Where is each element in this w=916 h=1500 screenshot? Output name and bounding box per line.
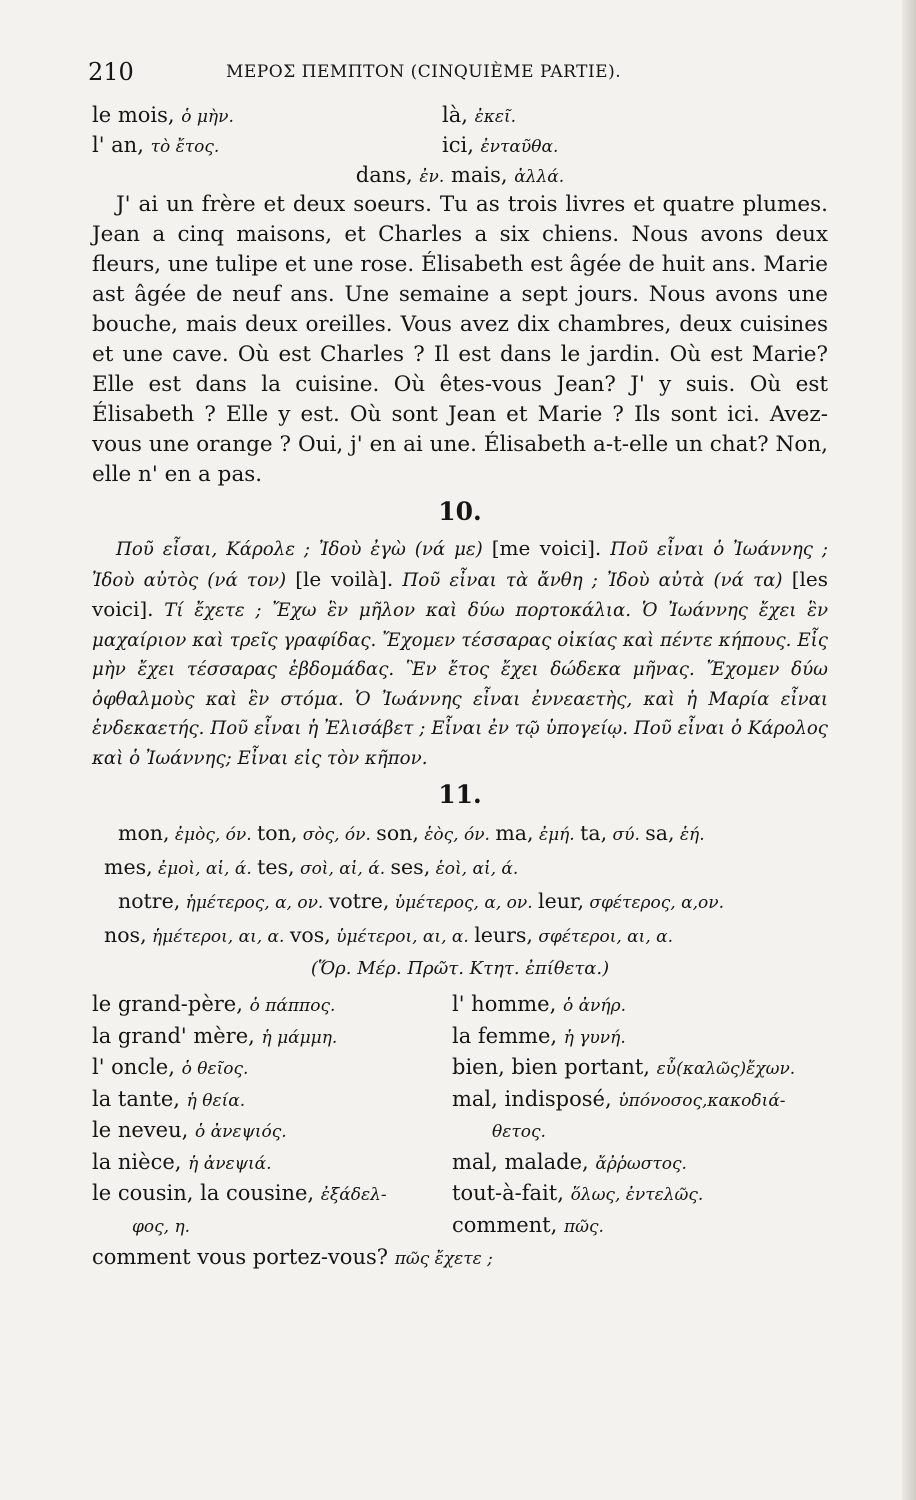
vocab-gr: ἐξάδελ- [320, 1185, 387, 1205]
pronoun-fr: tes, [257, 855, 295, 879]
vocab-row [92, 1210, 452, 1242]
page-header [88, 58, 856, 88]
vocab-fr: la nièce, [92, 1149, 189, 1174]
vocab-gr: ἐν. [419, 167, 445, 187]
pronoun-fr: sa, [645, 821, 675, 845]
vocab-gr: ὑπόνοσος,κακοδιά- [618, 1090, 786, 1111]
pronoun-gr: ὑμέτερος, α, ον. [389, 893, 539, 913]
french-gloss: [les voici]. [92, 566, 829, 621]
vocab-fr: le neveu, [92, 1118, 195, 1142]
vocab-fr: l' an, [92, 133, 151, 157]
vocab-fr: mal, malade, [452, 1149, 596, 1174]
french-gloss: [me voici]. [491, 536, 602, 560]
vocab-gr: ὁ ἀνεψιός. [194, 1122, 287, 1142]
vocab-right-column [452, 989, 795, 1241]
vocab-fr: l' homme, [452, 992, 563, 1016]
exercise-10-paragraph [92, 534, 828, 773]
vocab-gr: ὁ μὴν. [181, 107, 234, 127]
vocab-left-entry [92, 130, 442, 160]
pronoun-row [92, 919, 828, 953]
pronoun-gr: ἐμοὶ, αἱ, ά. [152, 859, 258, 879]
pronoun-table [92, 817, 828, 953]
vocab-row [92, 989, 452, 1021]
vocab-row [452, 1178, 795, 1210]
pronoun-fr: vos, [289, 923, 331, 947]
vocab-row [452, 989, 795, 1021]
vocab-gr: ὅλως, ἐντελῶς. [570, 1185, 704, 1205]
vocab-fr: comment, [452, 1212, 564, 1237]
vocab-fr: bien, bien portant, [452, 1055, 657, 1079]
vocab-pair-row [92, 100, 828, 130]
vocab-gr: τὸ ἔτος. [150, 137, 220, 157]
pronoun-fr: ses, [390, 855, 431, 879]
vocab-gr: ἡ ἀνεψιά. [188, 1153, 272, 1174]
grammar-note: (Ὅρ. Μέρ. Πρῶτ. Κτητ. ἐπίθετα.) [310, 958, 610, 979]
greek-text: Τί ἔχετε ; Ἔχω ἓν μῆλον καὶ δύω πορτοκάλια. Ὁ Ἰωάννης ἔχει ἓν μαχαίριον καὶ τρεῖς γραφίδας. Ἔχομεν τέσσαρας οἰκίας καὶ πέντε κήπους. Εἷς μὴν ἔχει τέσσαρας ἑβδομάδας. Ἓν ἔτος ἔχει δώδεκα μῆνας. Ἔχομεν δύω ὀφθαλμοὺς καὶ ἓν στόμα. Ὁ Ἰωάννης εἶναι ἐννεαετὴς, καὶ ἡ Μαρία εἶναι ἑνδεκαετής. Ποῦ εἶναι ἡ Ἐλισάβετ ; Εἶναι ἐν τῷ ὑπογείῳ. Ποῦ εἶναι ὁ Κάρολος καὶ ὁ Ἰωάννης; Εἶναι εἰς τὸν κῆπον. [92, 600, 828, 769]
pronoun-fr: ton, [257, 821, 298, 845]
pronoun-gr: ὑμέτεροι, αι, α. [330, 927, 475, 947]
vocab-row [92, 1178, 452, 1210]
vocab-fr: la tante, [92, 1086, 187, 1111]
pronoun-gr: ἑὸς, όν. [418, 825, 496, 845]
vocab-fr: tout-à-fait, [452, 1181, 571, 1205]
pronoun-fr: mes, [104, 855, 153, 879]
vocab-row [452, 1021, 795, 1053]
vocab-row [92, 1084, 452, 1116]
vocab-right-entry [442, 100, 516, 130]
french-gloss: [le voilà]. [295, 566, 394, 591]
vocab-gr: ὁ ἀνήρ. [562, 996, 626, 1016]
pronoun-gr: σφέτερος, α,ον. [584, 893, 724, 913]
vocab-row [92, 1115, 452, 1147]
greek-text: Ποῦ εἶναι τὰ ἄνθη ; Ἰδοὺ αὐτὰ (νά τα) [393, 569, 792, 591]
pronoun-fr: notre, [118, 889, 181, 913]
vocab-center-line [92, 160, 828, 190]
pronoun-gr: ἐμή. [533, 825, 581, 845]
vocab-fr: ici, [442, 133, 481, 157]
vocab-left-entry [92, 100, 442, 130]
pronoun-fr: votre, [328, 889, 390, 913]
vocab-gr: ὁ θεῖος. [181, 1059, 249, 1079]
pronoun-fr: son, [376, 821, 419, 845]
vocab-gr: ἡ θεία. [186, 1090, 246, 1111]
vocab-fr: dans, [355, 163, 413, 187]
pronoun-fr: leurs, [474, 923, 533, 947]
pronoun-fr: ma, [495, 821, 534, 845]
vocab-row [452, 1052, 795, 1084]
pronoun-fr: ta, [580, 821, 608, 845]
pronoun-fr: mon, [118, 821, 170, 845]
pronoun-gr: σοὶ, αἱ, ά. [294, 859, 391, 879]
vocab-gr: ἡ γυνή. [563, 1027, 626, 1048]
vocab-gr: εὖ(καλῶς)ἔχων. [656, 1059, 796, 1079]
page-number: 210 [88, 58, 134, 86]
pronoun-gr: ἐμὸς, όν. [169, 825, 258, 845]
vocab-gr: ὁ πάππος. [249, 996, 336, 1016]
vocab-top [92, 100, 828, 160]
vocab-fr: le cousin, la cousine, [92, 1181, 321, 1205]
vocab-row [452, 1147, 795, 1179]
pronoun-gr: ἡμέτεροι, αι, α. [146, 927, 290, 947]
vocab-gr: φος, η. [132, 1216, 191, 1237]
vocab-row [452, 1210, 795, 1242]
vocab-gr: ἀλλά. [514, 167, 565, 187]
pronoun-gr: ἑή. [674, 825, 705, 845]
vocab-row [92, 1147, 452, 1179]
vocab-row [92, 1021, 452, 1053]
exercise-9-paragraph: J' ai un frère et deux soeurs. Tu as trois livres et quatre plumes. Jean a cinq maisons, et Charles a six chiens. Nous avons deux fleurs, une tulipe et une rose. Élisabeth est âgée de huit ans. Marie ast âgée de neuf ans. Une semaine a sept jours. Nous avons une bouche, mais deux oreilles. Vous avez dix chambres, deux cuisines et une cave. Où est Charles ? Il est dans le jardin. Où est Marie? Elle est dans la cuisine. Où êtes-vous Jean? J' y suis. Où est Élisabeth ? Elle y est. Où sont Jean et Marie ? Ils sont ici. Avez-vous une orange ? Oui, j' en ai une. Élisabeth a-t-elle un chat? Non, elle n' en a pas. [92, 192, 828, 487]
vocab-gr: ἡ μάμμη. [261, 1027, 338, 1048]
section-number-10: 10. [438, 497, 482, 526]
closing-phrase [92, 1241, 828, 1275]
vocab-fr: le grand-père, [92, 992, 250, 1016]
vocab-fr: la grand' mère, [92, 1023, 262, 1048]
pronoun-gr: σὸς, όν. [297, 825, 377, 845]
pronoun-gr: ἡμέτερος, α, ον. [180, 893, 329, 913]
vocab-pair-row [92, 130, 828, 160]
family-vocab [92, 989, 828, 1241]
section-number-11: 11. [438, 780, 482, 809]
vocab-gr: ἄῤῥωστος. [595, 1153, 687, 1174]
pronoun-gr: σύ. [607, 825, 646, 845]
pronoun-row [92, 851, 828, 885]
vocab-gr: ἐνταῦθα. [480, 137, 559, 157]
vocab-gr: πῶς. [563, 1216, 604, 1237]
running-head: ΜΕΡΟΣ ΠΕΜΠΤΟΝ (CINQUIÈME PARTIE). [226, 62, 622, 82]
vocab-fr: mal, indisposé, [452, 1086, 619, 1111]
vocab-fr: l' oncle, [92, 1055, 182, 1079]
pronoun-fr: nos, [104, 923, 147, 947]
phrase-gr: πῶς ἔχετε ; [394, 1249, 493, 1269]
vocab-row [452, 1084, 795, 1116]
phrase-fr: comment vous portez-vous? [92, 1245, 388, 1269]
pronoun-gr: ἑοὶ, αἱ, ά. [430, 859, 519, 879]
page-body [92, 100, 828, 1275]
greek-text: Ποῦ εἶναι ὁ Ἰωάννης ; Ἰδοὺ αὐτὸς (νά τον) [92, 539, 829, 591]
vocab-gr: ἐκεῖ. [474, 107, 517, 127]
pronoun-row [92, 885, 828, 919]
vocab-gr: θετος. [492, 1122, 546, 1142]
vocab-fr: la femme, [452, 1023, 564, 1048]
vocab-row [92, 1052, 452, 1084]
vocab-fr: là, [442, 103, 475, 127]
pronoun-row [92, 817, 828, 851]
vocab-fr: le mois, [92, 103, 182, 127]
vocab-right-entry [442, 130, 558, 160]
vocab-left-column [92, 989, 452, 1241]
vocab-fr: mais, [450, 163, 508, 187]
greek-text: Ποῦ εἶσαι, Κάρολε ; Ἰδοὺ ἐγὼ (νά με) [116, 539, 492, 560]
page-edge-shadow [902, 0, 916, 1500]
pronoun-fr: leur, [538, 889, 584, 913]
vocab-row [452, 1115, 795, 1147]
pronoun-gr: σφέτεροι, αι, α. [532, 927, 674, 947]
